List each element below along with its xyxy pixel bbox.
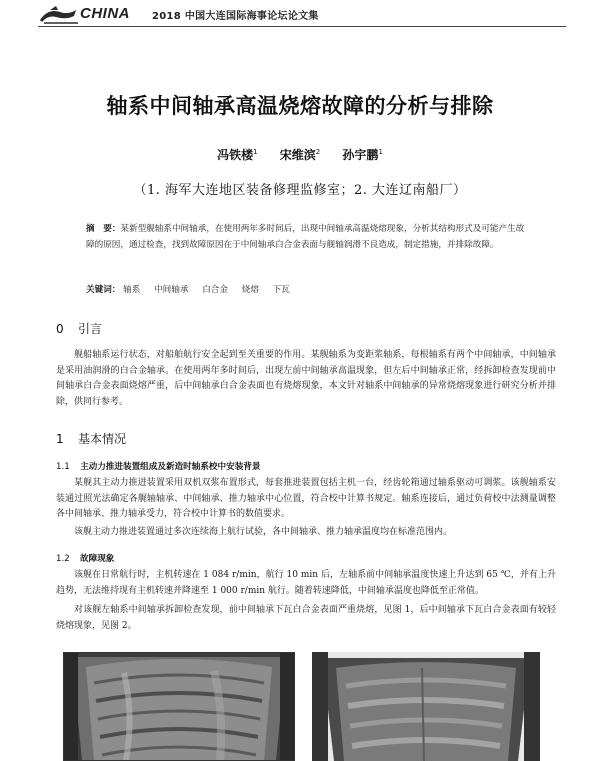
section-heading: 0 引言 (56, 322, 103, 336)
paragraph: 该舰主动力推进装置通过多次连续海上航行试验，各中间轴承、推力轴承温度均在标准范围内。 (74, 527, 453, 537)
author: 宋维滨$^2$ (279, 148, 321, 162)
author-list (0, 146, 600, 163)
keywords-label: 关键词： (86, 285, 121, 295)
affiliation: （1. 海军大连地区装备修理监修室；2. 大连辽南船厂） (133, 183, 467, 198)
paragraph: 该舰在日常航行时，主机转速在 1 084 r/min，航行 10 min 后，左轴系前中间轴承温度快速上升达到 65 ℃，并有上升趋势，无法维持现有主机转速并降速至 1 000 r/min 航行。随着转速降低，中间轴承温度也降低至正常值。 (56, 570, 556, 596)
keyword: 轴系 (123, 285, 141, 295)
author: 冯铁楼$^1$ (217, 148, 258, 162)
keyword: 中间轴承 (154, 285, 189, 295)
section-heading: 1 基本情况 (56, 432, 127, 446)
keyword: 白合金 (202, 285, 228, 295)
paper-title: 轴系中间轴承高温烧熔故障的分析与排除 (106, 94, 494, 118)
figure-1-photo (63, 652, 295, 761)
running-head: 2018 中国大连国际海事论坛论文集 (152, 11, 319, 22)
abstract-label: 摘 要： (86, 224, 121, 234)
keywords (86, 283, 526, 295)
abstract (86, 221, 526, 253)
author: 孙宇鹏$^1$ (342, 148, 383, 162)
paragraph: 某舰其主动力推进装置采用双机双浆布置形式，每套推进装置包括主机一台，经齿轮箱通过轴系驱动可调浆。该舰轴系安装通过照光法确定各艉轴轴承、中间轴承、推力轴承中心位置，符合校中计算书规定。轴系连接后，通过负荷校中法测量调整各中间轴承、推力轴承受力，符合校中计算书的数值要求。 (56, 478, 556, 520)
figure-2-photo (312, 652, 540, 761)
paragraph: 舰船轴系运行状态，对船舶航行安全起到至关重要的作用。某舰轴系为变距浆轴系，每根轴系有两个中间轴承，中间轴承是采用油润滑的白合金轴承。在使用两年多时间后，出现左前中间轴承高温现象，但左后中间轴承正常，经拆卸检查发现前中间轴承白合金表面烧熔严重，后中间轴承白合金表面也有烧熔现象，本文针对轴系中间轴承的异常烧熔现象进行研究分析并排除，供同行参考。 (56, 350, 556, 407)
journal-logo (38, 4, 150, 26)
subsection-heading: 1.1 主动力推进装置组成及新造时轴系校中安装背景 (56, 462, 261, 472)
keyword: 下瓦 (272, 285, 290, 295)
abstract-text: 某新型舰轴系中间轴承，在使用两年多时间后，出现中间轴承高温烧熔现象，分析其结构形式及可能产生故障的原因，通过检查，找到故障原因在于中间轴承白合金表面与舰轴润滑不良造成，制定措施，并排除故障。 (86, 224, 525, 250)
paragraph: 对该舰左轴系中间轴承拆卸检查发现，前中间轴承下瓦白合金表面严重烧熔，见图 1，后中间轴承下瓦白合金表面有较轻烧熔现象，见图 2。 (56, 605, 556, 631)
header-divider (38, 26, 566, 27)
logo-text: CHINA (80, 5, 130, 22)
keyword: 烧熔 (241, 285, 259, 295)
subsection-heading: 1.2 故障现象 (56, 554, 115, 564)
